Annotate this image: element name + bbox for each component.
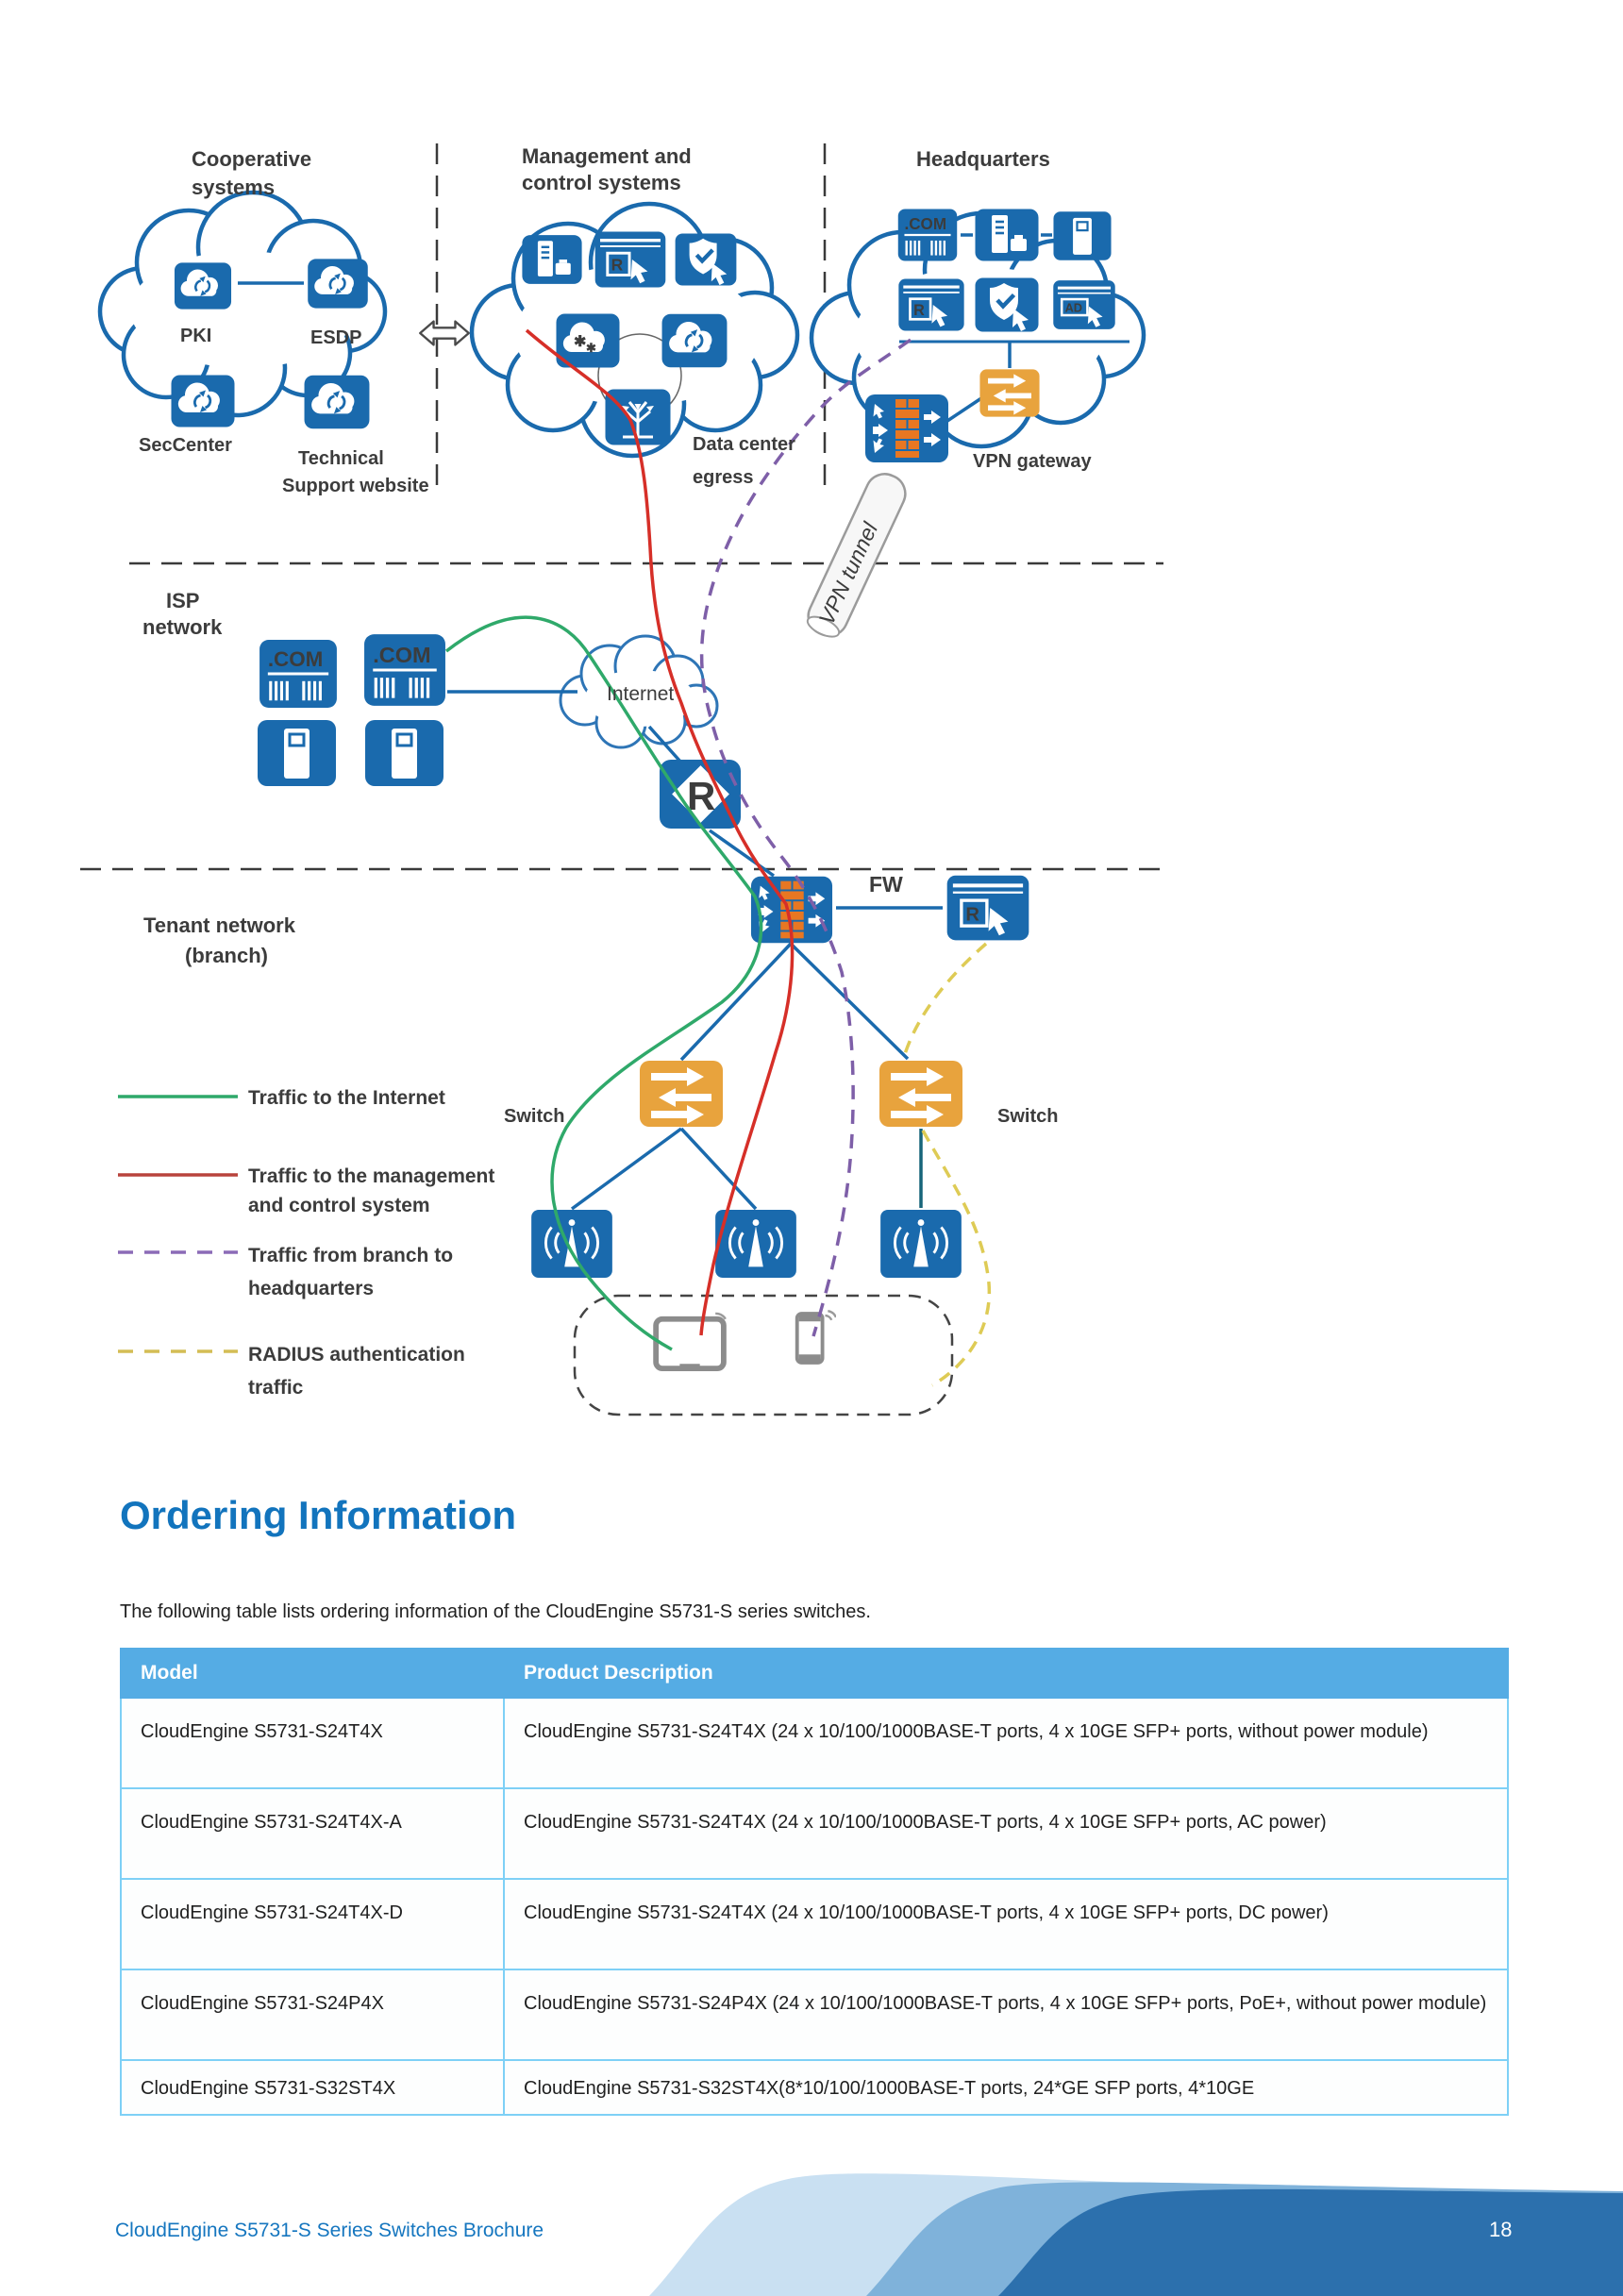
seccenter-cloud-icon (172, 376, 235, 427)
table-row (121, 1698, 1508, 1788)
phone-icon (797, 1311, 836, 1363)
svg-text:and control system: and control system (248, 1195, 430, 1216)
tech-support-cloud-icon (305, 376, 370, 429)
headquarters-label: Headquarters (916, 147, 1050, 171)
switch-left-icon (640, 1061, 723, 1127)
cooperative-systems-label: Cooperative (192, 147, 312, 171)
svg-text:Support website: Support website (282, 476, 429, 496)
switch-left-label: Switch (504, 1106, 565, 1127)
svg-text:systems: systems (192, 176, 276, 199)
description-cell: CloudEngine S5731-S24T4X (24 x 10/100/1000BASE-T ports, 4 x 10GE SFP+ ports, without power module) (504, 1698, 1508, 1788)
esdp-label: ESDP (310, 327, 362, 348)
isp-com-server-1-icon (259, 640, 337, 708)
footer-doc-title: CloudEngine S5731-S Series Switches Brochure (115, 2220, 544, 2241)
table-header-row (121, 1649, 1508, 1698)
model-cell: CloudEngine S5731-S32ST4X (121, 2060, 504, 2115)
hq-ad-window-icon (1053, 280, 1114, 329)
svg-text:(branch): (branch) (185, 944, 268, 967)
isp-cabinet-2-icon (365, 720, 443, 786)
pki-label: PKI (180, 326, 212, 346)
esdp-cloud-icon (308, 259, 368, 308)
vpn-tunnel-label: VPN tunnel (813, 518, 883, 628)
router-letter: R (687, 774, 716, 818)
hq-shield-icon (976, 278, 1039, 332)
model-cell: CloudEngine S5731-S24T4X-D (121, 1879, 504, 1969)
description-cell: CloudEngine S5731-S24P4X (24 x 10/100/1000BASE-T ports, 4 x 10GE SFP+ ports, PoE+, without power module) (504, 1969, 1508, 2060)
access-point-right-icon (880, 1210, 962, 1278)
description-cell: CloudEngine S5731-S24T4X (24 x 10/100/1000BASE-T ports, 4 x 10GE SFP+ ports, DC power) (504, 1879, 1508, 1969)
branch-r-window-icon (947, 876, 1029, 941)
isp-network-label: ISP (166, 589, 200, 612)
table-header-description: Product Description (504, 1649, 1508, 1698)
tenant-network-label: Tenant network (143, 913, 295, 937)
access-point-middle-icon (715, 1210, 796, 1278)
management-systems-label: Management and (522, 144, 692, 168)
svg-text:headquarters: headquarters (248, 1278, 375, 1299)
svg-text:traffic: traffic (248, 1377, 304, 1399)
management-r-window-icon (595, 231, 666, 287)
svg-text:control systems: control systems (522, 171, 681, 194)
legend-management-label: Traffic to the management (248, 1165, 495, 1187)
isp-com-server-2-icon (364, 634, 445, 706)
client-devices-area (575, 1296, 952, 1415)
svg-text:network: network (142, 615, 223, 639)
hq-r-window-icon (898, 279, 963, 331)
radius-traffic-path-1 (904, 944, 986, 1057)
page-number: 18 (1489, 2218, 1513, 2241)
hq-cabinet-icon (1053, 211, 1111, 260)
network-topology-diagram (0, 0, 1227, 1472)
legend (118, 1087, 494, 1399)
data-center-egress-icon (606, 390, 671, 445)
switch-right-icon (879, 1061, 962, 1127)
pki-cloud-icon (175, 262, 231, 309)
management-gear-cloud-icon (557, 314, 620, 368)
management-shield-icon (676, 233, 737, 285)
internet-label: Internet (607, 683, 675, 705)
hq-switch-icon (979, 369, 1039, 416)
isp-cabinet-1-icon (258, 720, 336, 786)
model-cell: CloudEngine S5731-S24T4X (121, 1698, 504, 1788)
table-header-model: Model (121, 1649, 504, 1698)
model-cell: CloudEngine S5731-S24T4X-A (121, 1788, 504, 1879)
table-row (121, 2060, 1508, 2115)
legend-branch-hq-label: Traffic from branch to (248, 1245, 454, 1266)
vpn-gateway-firewall-icon (865, 394, 948, 462)
dc-egress-label: Data center (693, 434, 795, 455)
table-row (121, 1879, 1508, 1969)
tech-support-label: Technical (298, 448, 384, 469)
description-cell: CloudEngine S5731-S32ST4X(8*10/100/1000BASE-T ports, 24*GE SFP ports, 4*10GE (504, 2060, 1508, 2115)
legend-internet-label: Traffic to the Internet (248, 1087, 445, 1109)
model-cell: CloudEngine S5731-S24P4X (121, 1969, 504, 2060)
hq-com-server-icon (898, 209, 957, 260)
vpn-tunnel (802, 468, 912, 643)
section-intro: The following table lists ordering information of the CloudEngine S5731-S series switches. (120, 1601, 871, 1622)
management-sync-cloud-icon (662, 314, 728, 368)
legend-radius-label: RADIUS authentication (248, 1344, 465, 1366)
vpn-gateway-label: VPN gateway (973, 451, 1092, 472)
access-point-left-icon (531, 1210, 612, 1278)
management-server-icon (522, 235, 581, 284)
switch-right-label: Switch (997, 1106, 1059, 1127)
bidirectional-arrow-icon (420, 322, 469, 345)
ordering-table (120, 1648, 1509, 2116)
section-title: Ordering Information (120, 1493, 516, 1537)
hq-server-icon (976, 209, 1039, 261)
svg-text:egress: egress (693, 467, 754, 488)
fw-label: FW (869, 872, 903, 897)
seccenter-label: SecCenter (139, 435, 232, 456)
table-row (121, 1969, 1508, 2060)
description-cell: CloudEngine S5731-S24T4X (24 x 10/100/1000BASE-T ports, 4 x 10GE SFP+ ports, AC power) (504, 1788, 1508, 1879)
table-row (121, 1788, 1508, 1879)
tablet-icon (656, 1314, 726, 1368)
